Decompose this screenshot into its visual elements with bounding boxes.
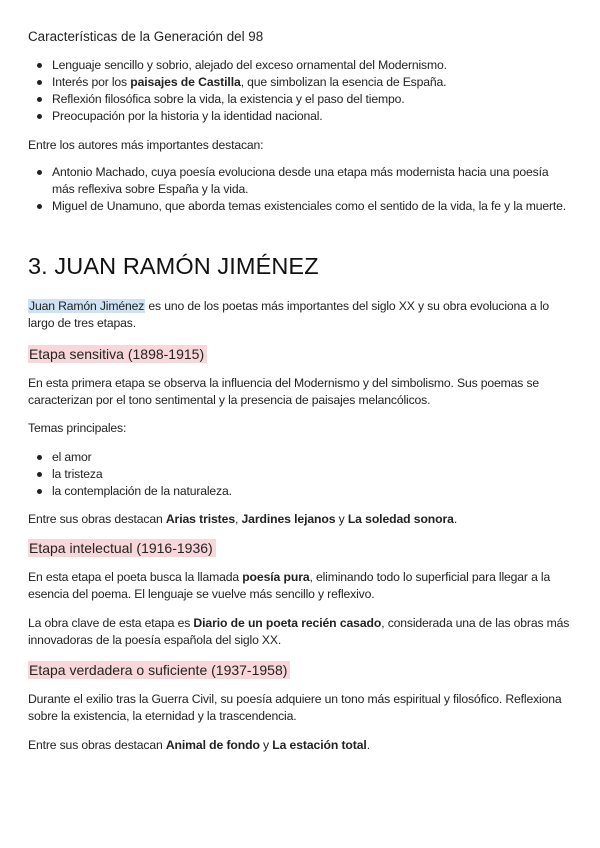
list-item: la contemplación de la naturaleza.: [28, 483, 570, 500]
paragraph-text: y: [259, 738, 273, 752]
bold-text: Jardines lejanos: [241, 512, 336, 526]
list-item: el amor: [28, 449, 570, 466]
subsection-heading-verdadera: Etapa verdadera o suficiente (1937-1958): [28, 661, 290, 679]
subsection-heading-wrapper: [28, 539, 570, 558]
paragraph-sensitiva-obras: [28, 511, 570, 528]
paragraph-text: ,: [235, 512, 242, 526]
list-item-text: Interés por los: [52, 75, 131, 89]
paragraph-verdadera-obras: [28, 737, 570, 754]
list-item: Reflexión filosófica sobre la vida, la existencia y el paso del tiempo.: [28, 91, 570, 108]
subsection-heading-wrapper: [28, 661, 570, 680]
paragraph-text: .: [453, 512, 458, 526]
bold-text: paisajes de Castilla: [130, 75, 241, 89]
highlighted-name: Juan Ramón Jiménez: [29, 299, 145, 313]
subsection-heading-intelectual: Etapa intelectual (1916-1936): [28, 539, 216, 557]
paragraph-sensitiva: En esta primera etapa se observa la influencia del Modernismo y del simbolismo. Sus poemas se caracterizan por el tono sentimental y la presencia de paisajes melancólicos.: [28, 376, 540, 407]
paragraph-intelectual-2: [28, 615, 570, 649]
page-title: 3. JUAN RAMÓN JIMÉNEZ: [28, 253, 319, 279]
authors-list: [28, 164, 570, 215]
list-item: Preocupación por la historia y la identidad nacional.: [28, 108, 570, 125]
paragraph-text: En esta etapa el poeta busca la llamada: [28, 570, 243, 584]
bold-text: Animal de fondo: [165, 738, 260, 752]
paragraph-authors-intro: Entre los autores más importantes destacan:: [28, 138, 264, 152]
subsection-heading-sensitiva: Etapa sensitiva (1898-1915): [28, 345, 207, 363]
bold-text: poesía pura: [242, 570, 310, 584]
paragraph-text: Entre sus obras destacan: [28, 512, 166, 526]
paragraph-text: es uno de los poetas más importantes del siglo XX y su obra evoluciona a lo largo de tres etapas.: [28, 299, 550, 330]
paragraph-jrj-intro: [28, 298, 570, 332]
list-item: Miguel de Unamuno, que aborda temas existenciales como el sentido de la vida, la fe y la muerte.: [28, 198, 570, 215]
bold-text: Arias tristes: [165, 512, 235, 526]
bold-text: La estación total: [272, 738, 367, 752]
list-item: Lenguaje sencillo y sobrio, alejado del exceso ornamental del Modernismo.: [28, 57, 570, 74]
paragraph-text: , eliminando todo lo superficial para llegar a la esencia del poema. El lenguaje se vuelve más sencillo y reflexivo.: [28, 570, 551, 601]
temas-list: [28, 449, 570, 500]
paragraph-verdadera: Durante el exilio tras la Guerra Civil, su poesía adquiere un tono más espiritual y filosófico. Reflexiona sobre la existencia, la eternidad y la trascendencia.: [28, 692, 562, 723]
list-item: la tristeza: [28, 466, 570, 483]
paragraph-text: La obra clave de esta etapa es: [28, 616, 194, 630]
bold-text: Diario de un poeta recién casado: [193, 616, 382, 630]
paragraph-text: Entre sus obras destacan: [28, 738, 166, 752]
features-list: [28, 57, 570, 125]
paragraph-text: , considerada una de las obras más innovadoras de la poesía española del siglo XX.: [28, 616, 570, 647]
list-item: Antonio Machado, cuya poesía evoluciona desde una etapa más modernista hacia una poesía más reflexiva sobre España y la vida.: [28, 164, 570, 198]
list-item: [28, 74, 570, 91]
section-heading-generacion-98: Características de la Generación del 98: [28, 29, 264, 44]
paragraph-temas-label: Temas principales:: [28, 421, 127, 435]
list-item-text: , que simbolizan la esencia de España.: [240, 75, 447, 89]
paragraph-text: .: [366, 738, 370, 752]
bold-text: La soledad sonora: [347, 512, 454, 526]
paragraph-intelectual-1: [28, 569, 570, 603]
paragraph-text: y: [335, 512, 348, 526]
subsection-heading-wrapper: [28, 345, 570, 364]
